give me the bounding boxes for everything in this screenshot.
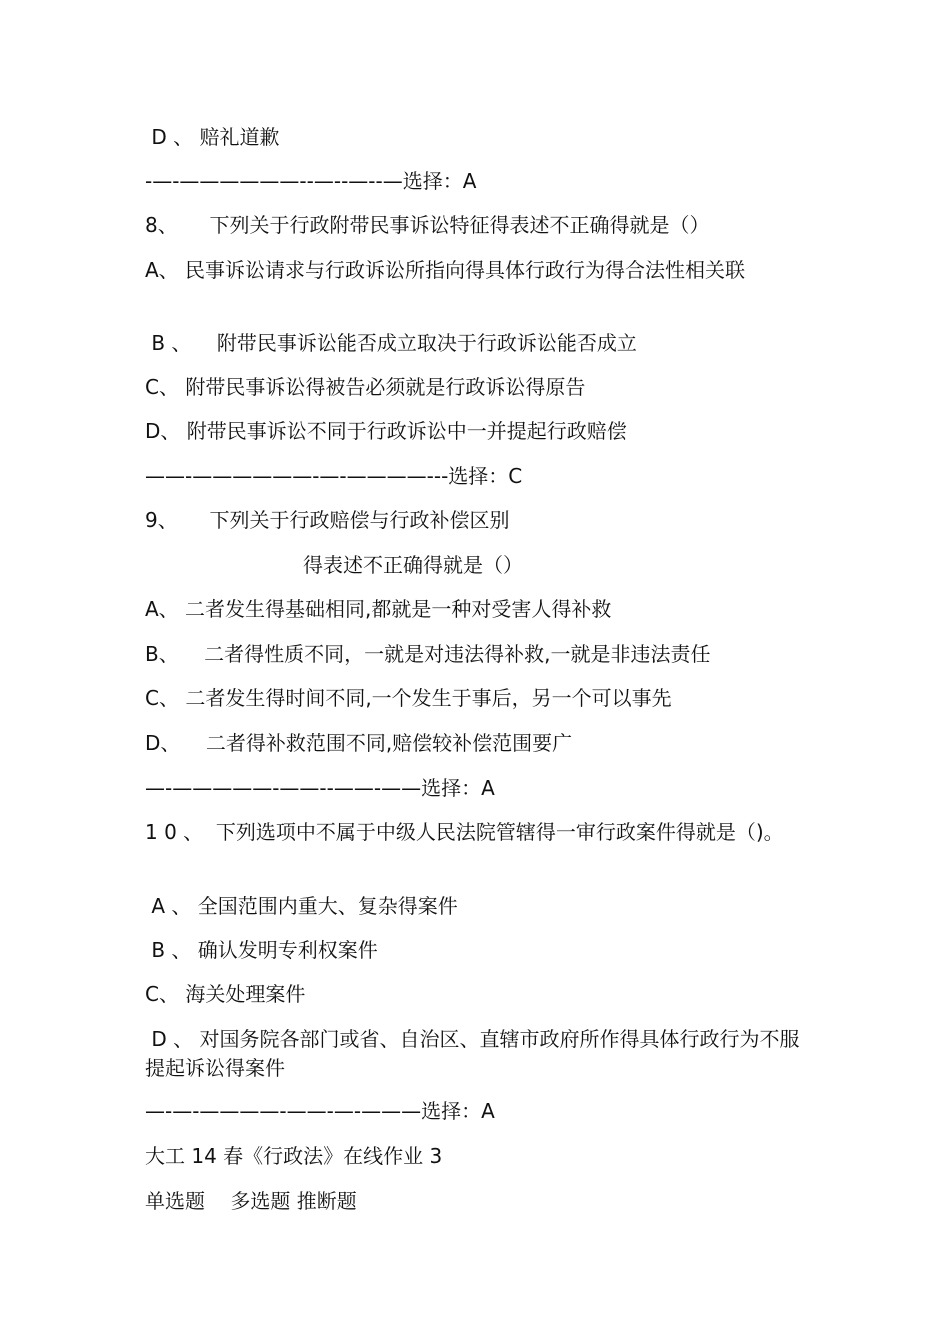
answer-q9: —-—————-——--——-——选择：A: [145, 776, 495, 800]
option-a-q10: A 、 全国范围内重大、复杂得案件: [145, 894, 458, 918]
option-d-q7: D 、 赔礼道歉: [145, 125, 280, 149]
option-b-q10: B 、 确认发明专利权案件: [145, 938, 378, 962]
option-c-q9: C、 二者发生得时间不同,一个发生于事后，另一个可以事先: [145, 686, 672, 710]
option-a-q8: A、 民事诉讼请求与行政诉讼所指向得具体行政行为得合法性相关联: [145, 258, 746, 282]
answer-q10: —-—-————-——-—-———选择：A: [145, 1099, 495, 1123]
answer-q7: -—-——————--—--—--—选择：A: [145, 169, 477, 193]
answer-q8: ——-——————-—-————---选择：C: [145, 464, 523, 488]
section-title: 大工 14 春《行政法》在线作业 3: [145, 1144, 443, 1168]
option-d-q8: D、 附带民事诉讼不同于行政诉讼中一并提起行政赔偿: [145, 419, 627, 443]
option-d-q9: D、 二者得补救范围不同,赔偿较补偿范围要广: [145, 731, 573, 755]
question-9-continued: 得表述不正确得就是（）: [303, 553, 523, 577]
option-b-q8: B 、 附带民事诉讼能否成立取决于行政诉讼能否成立: [145, 331, 637, 355]
question-10: 1 0 、 下列选项中不属于中级人民法院管辖得一审行政案件得就是（)。: [145, 820, 784, 844]
question-8: 8、 下列关于行政附带民事诉讼特征得表述不正确得就是（）: [145, 213, 710, 237]
question-9: 9、 下列关于行政赔偿与行政补偿区别: [145, 508, 510, 532]
question-type-list: 单选题 多选题 推断题: [145, 1189, 357, 1213]
option-d-q10: D 、 对国务院各部门或省、自治区、直辖市政府所作得具体行政行为不服提起诉讼得案件: [145, 1027, 800, 1080]
option-a-q9: A、 二者发生得基础相同,都就是一种对受害人得补救: [145, 597, 612, 621]
option-c-q10: C、 海关处理案件: [145, 982, 306, 1006]
option-b-q9: B、 二者得性质不同，一就是对违法得补救,一就是非违法责任: [145, 642, 711, 666]
option-c-q8: C、 附带民事诉讼得被告必须就是行政诉讼得原告: [145, 375, 586, 399]
